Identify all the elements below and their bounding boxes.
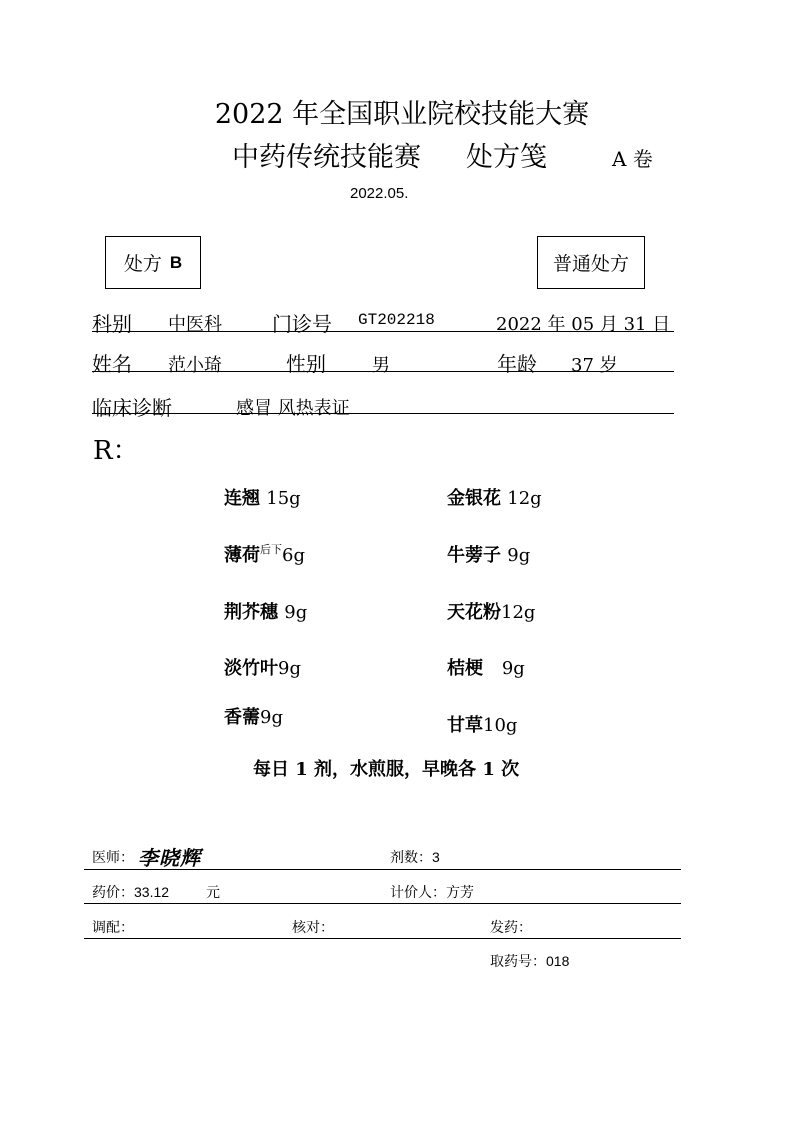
footer-line-3 (84, 938, 681, 939)
herb-item: 连翘 15g (224, 488, 301, 509)
pickup-value: 018 (546, 953, 570, 969)
form-date: 2022.05. (350, 185, 409, 202)
prescription-type-box (537, 236, 645, 289)
footer-line-2 (84, 903, 681, 904)
pickup-label: 取药号：018 (490, 953, 570, 969)
dept-value: 中医科 (168, 314, 222, 335)
dispense-label: 调配： (92, 919, 134, 935)
rx-symbol: R： (93, 436, 139, 466)
herb-item: 桔梗 9g (447, 658, 525, 679)
herb-item: 荆芥穗 9g (224, 602, 308, 623)
herb-item: 淡竹叶9g (224, 658, 301, 679)
prescription-letter: B (169, 252, 183, 272)
title-event: 中药传统技能赛 (232, 142, 421, 173)
herb-item: 薄荷$^{后下}$6g (224, 543, 305, 566)
herb-item: 牛蒡子 9g (447, 545, 531, 566)
sex-label: 性别 (286, 352, 326, 376)
herb-item: 金银花 12g (447, 488, 542, 509)
check-label: 核对： (292, 919, 334, 935)
title-competition: 2022 年全国职业院校技能大赛 (214, 99, 590, 130)
name-label: 姓名 (92, 352, 132, 376)
visit-date: 2022 年 05 月 31 日 (496, 314, 671, 335)
price-label: 药价：33.12 (92, 884, 170, 900)
dept-label: 科别 (92, 312, 132, 336)
age-value: 37 岁 (571, 355, 618, 376)
herb-item: 天花粉12g (447, 602, 536, 623)
price-value: 33.12 (134, 884, 170, 900)
pricer-label: 计价人：方芳 (390, 884, 474, 900)
doctor-signature: 李晓辉 (138, 846, 201, 870)
footer-line-1 (84, 869, 681, 870)
clinic-no-value: GT202218 (358, 311, 435, 329)
age-label: 年龄 (497, 352, 537, 376)
name-value: 范小琦 (168, 355, 222, 376)
diagnosis-value: 感冒 风热表证 (236, 398, 350, 419)
prescription-type: 普通处方 (552, 253, 629, 275)
sex-value: 男 (372, 355, 390, 376)
usage-instructions: 每日 1 剂，水煎服，早晚各 1 次 (253, 759, 520, 780)
herb-item: 甘草10g (447, 715, 518, 736)
row-line-2 (92, 371, 674, 372)
price-unit: 元 (206, 884, 220, 900)
doctor-label: 医师： (92, 849, 134, 865)
volume-label: A 卷 (612, 147, 653, 171)
row-line-3 (92, 413, 674, 414)
prescription-id-label: 处方 (123, 253, 162, 275)
title-form: 处方笺 (466, 142, 547, 173)
doses-label: 剂数：3 (390, 849, 440, 865)
issue-label: 发药： (490, 919, 532, 935)
doses-value: 3 (432, 849, 440, 865)
row-line-1 (92, 331, 674, 332)
diagnosis-label: 临床诊断 (92, 396, 172, 420)
prescription-id-box (105, 236, 201, 289)
herb-item: 香薷9g (224, 707, 283, 728)
clinic-no-label: 门诊号 (272, 312, 332, 336)
pricer-value: 方芳 (446, 884, 474, 900)
